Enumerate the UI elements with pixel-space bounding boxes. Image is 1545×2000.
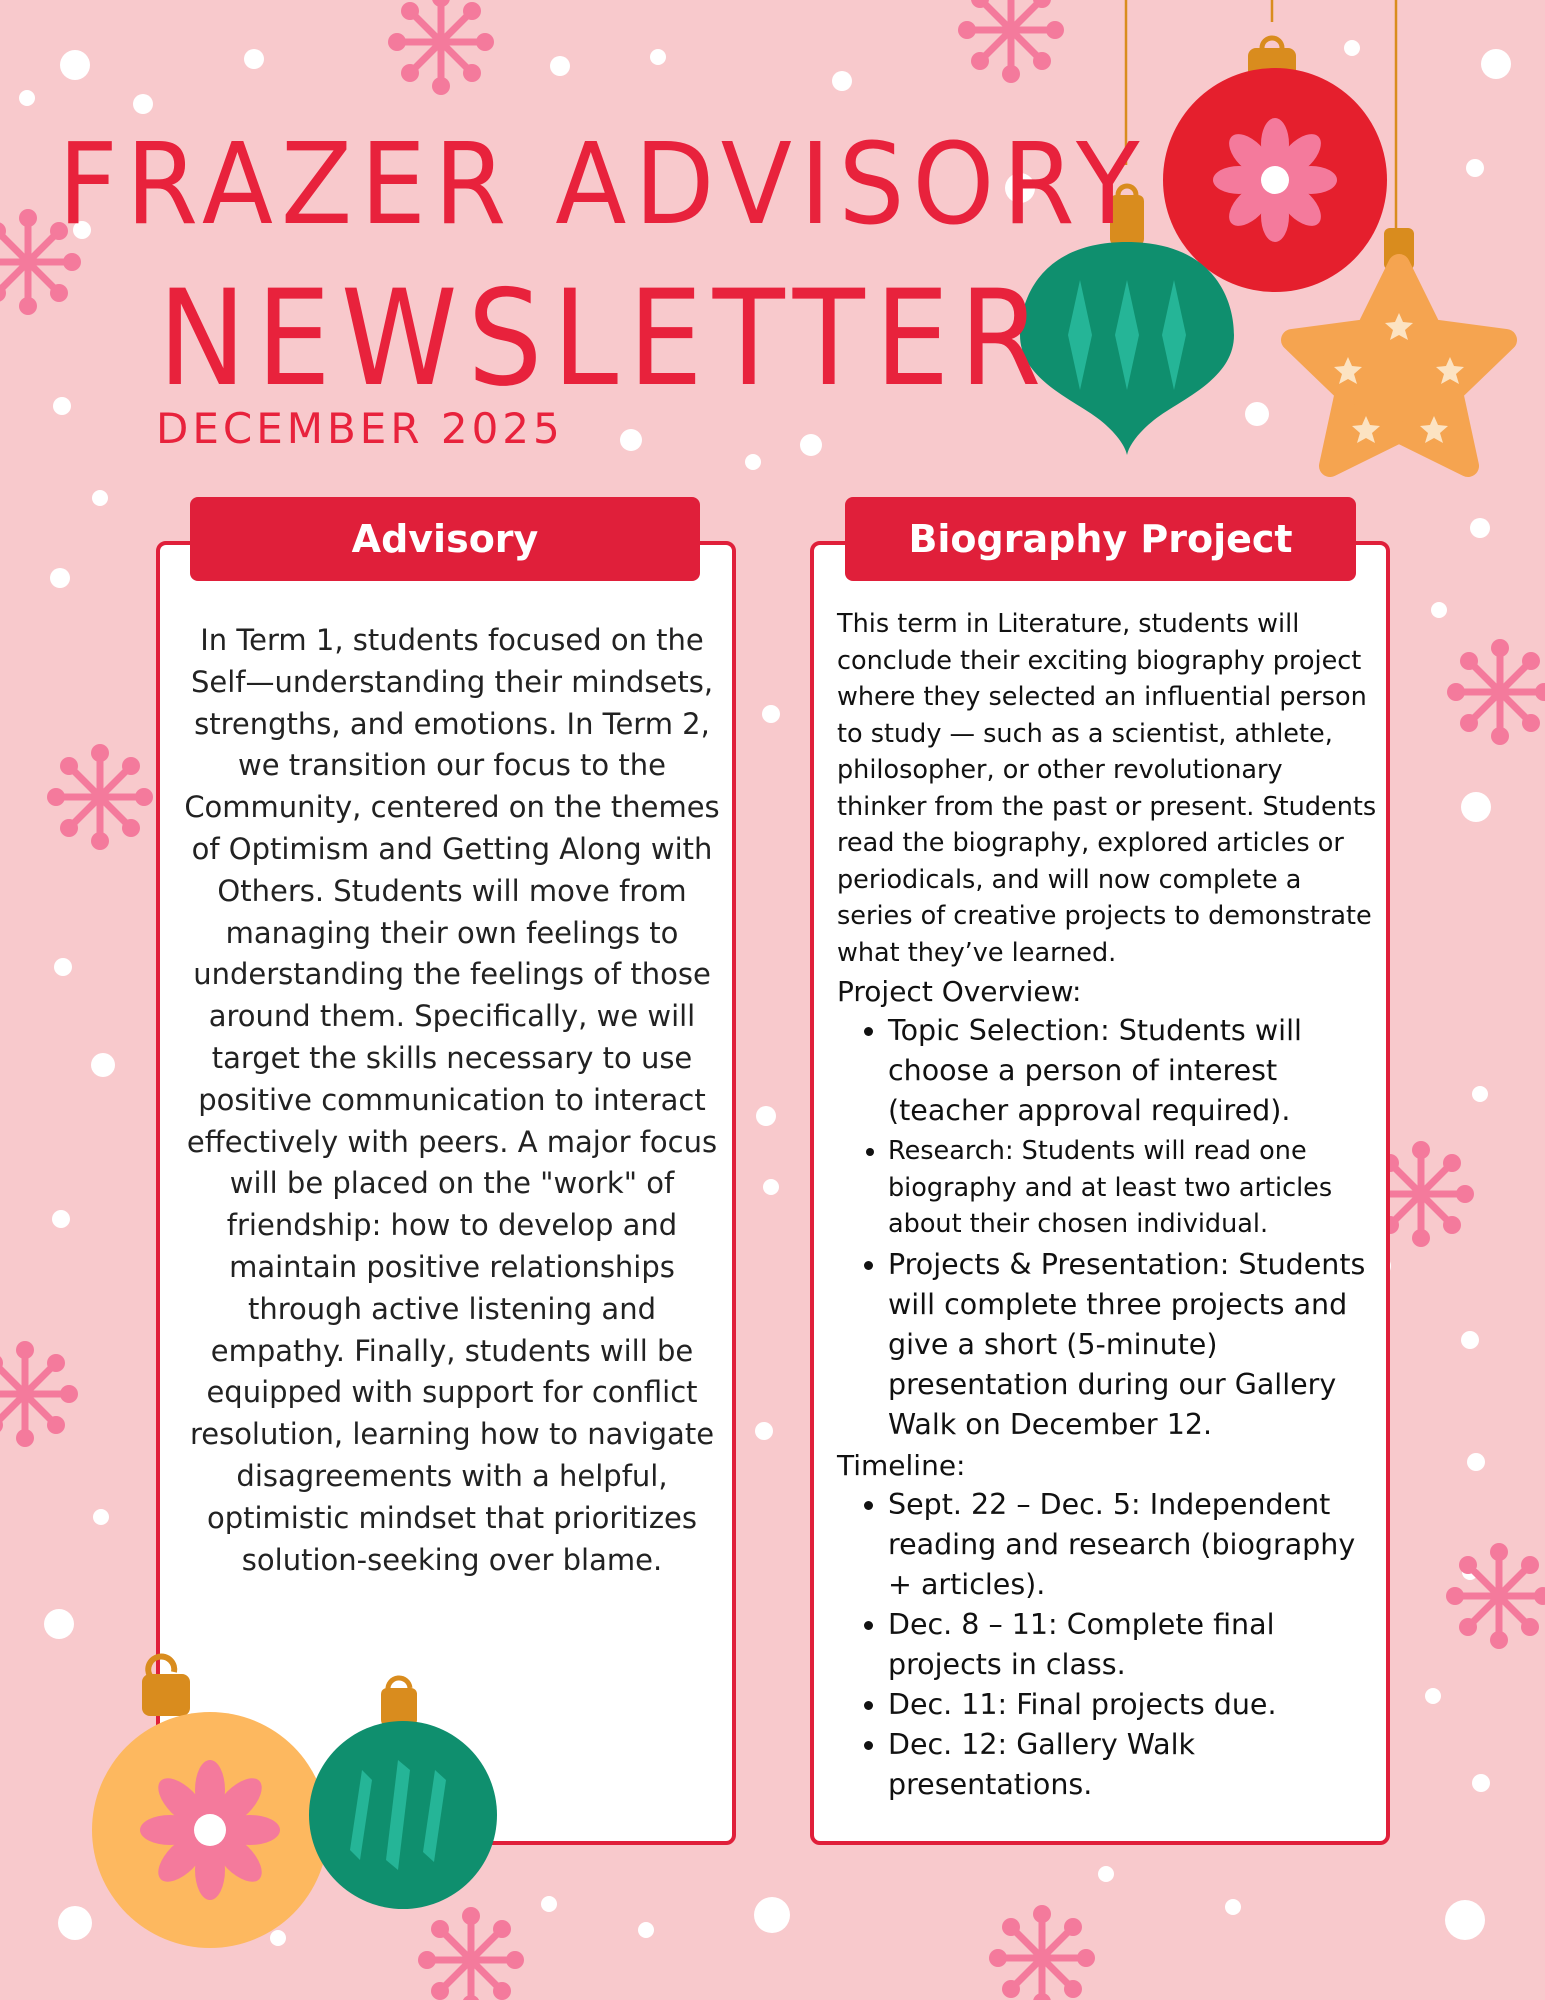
snowflake-icon bbox=[1447, 639, 1545, 745]
snowflake-icon bbox=[1446, 1543, 1545, 1649]
snowflake-icon bbox=[388, 0, 494, 95]
newsletter-title-line2: NEWSLETTER bbox=[158, 260, 1052, 416]
project-overview-list bbox=[837, 1011, 1377, 1445]
biography-intro: This term in Literature, students will conclude their exciting biography project where they selected an influential person to study — such as a scientist, athlete, philosopher, or other revolutionary thinker from the past or present. Students read the biography, explored articles or periodicals, and will now complete a series of creative projects to demonstrate what they’ve learned. bbox=[837, 609, 1377, 968]
snowflake-icon bbox=[47, 744, 153, 850]
snowflake-icon bbox=[0, 1341, 78, 1447]
advisory-body: In Term 1, students focused on the Self—understanding their mindsets, strengths, and emotions. In Term 2, we transition our focus to the Community, centered on the themes of Optimism and Getting Along with Others. Students will move from managing their own feelings to understanding the feelings of those around them. Specifically, we will target the skills necessary to use positive communication to interact effectively with peers. A major focus will be placed on the "work" of friendship: how to develop and maintain positive relationships through active listening and empathy. Finally, students will be equipped with support for conflict resolution, learning how to navigate disagreements with a helpful, optimistic mindset that prioritizes solution-seeking over blame. bbox=[184, 623, 720, 1577]
advisory-heading: Advisory bbox=[190, 497, 700, 581]
newsletter-title-line1: FRAZER ADVISORY bbox=[58, 118, 1148, 251]
list-item: • Research: Students will read one biography and at least two articles about their chosen individual. bbox=[888, 1131, 1377, 1245]
biography-heading: Biography Project bbox=[845, 497, 1356, 581]
snowflake-icon bbox=[989, 1905, 1095, 2000]
red-ornament-icon bbox=[1163, 38, 1387, 292]
timeline-list bbox=[837, 1485, 1377, 1805]
snowflake-icon bbox=[958, 0, 1064, 83]
bottom-ornaments bbox=[80, 1630, 500, 1970]
list-item: • Topic Selection: Students will choose a person of interest (teacher approval required). bbox=[888, 1011, 1377, 1131]
green-ornament-icon bbox=[309, 1678, 497, 1909]
project-overview-heading: Project Overview: bbox=[837, 975, 1082, 1008]
biography-content bbox=[837, 606, 1377, 1805]
timeline-heading: Timeline: bbox=[837, 1448, 966, 1482]
list-item: • Dec. 11: Final projects due. bbox=[888, 1685, 1377, 1725]
orange-ornament-icon bbox=[92, 1656, 328, 1948]
list-item: • Dec. 8 – 11: Complete final projects in class. bbox=[888, 1605, 1377, 1685]
list-item: • Dec. 12: Gallery Walk presentations. bbox=[888, 1725, 1377, 1805]
list-item: • Projects & Presentation: Students will complete three projects and give a short (5-minute) presentation during our Gallery Walk on December 12. bbox=[888, 1245, 1377, 1445]
list-item: • Sept. 22 – Dec. 5: Independent reading and research (biography + articles). bbox=[888, 1485, 1377, 1605]
newsletter-date: DECEMBER 2025 bbox=[156, 404, 564, 453]
